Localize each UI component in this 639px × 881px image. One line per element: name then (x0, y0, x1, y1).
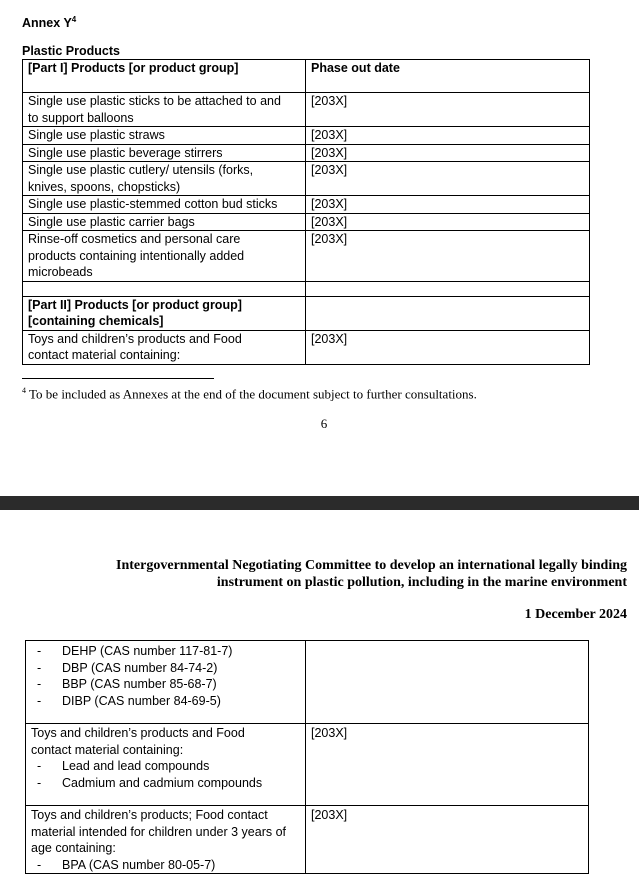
chemical-item (31, 660, 300, 677)
header-date-text: Phase out date (311, 61, 400, 75)
chemical-text: BBP (CAS number 85-68-7) (62, 677, 217, 691)
table-row (23, 213, 590, 231)
date-cell (306, 231, 590, 282)
table-row (26, 806, 589, 874)
bullet-dash: - (37, 693, 42, 708)
product-cell (23, 213, 306, 231)
date-text: [203X] (311, 128, 348, 142)
date-text: [203X] (311, 197, 348, 211)
empty-cell (306, 641, 589, 724)
table-row (23, 162, 590, 196)
product-text: Single use plastic carrier bags (28, 214, 195, 229)
chemicals-cell (26, 641, 306, 724)
chemical-text: BPA (CAS number 80-05-7) (62, 857, 216, 872)
chemical-item (31, 643, 300, 660)
page-number: 6 (320, 416, 328, 431)
header-products-text: [Part I] Products [or product group] (28, 61, 239, 75)
date-text: [203X] (311, 331, 348, 346)
product-text: Toys and children’s products and Food (28, 331, 242, 346)
empty-row (23, 281, 590, 296)
product-cell (23, 330, 306, 364)
empty-cell (23, 281, 306, 296)
part2-header-cell (23, 296, 306, 330)
date-text: [203X] (311, 214, 348, 229)
bullet-dash: - (37, 775, 42, 790)
date-text: [203X] (311, 163, 348, 177)
product-cell (23, 196, 306, 214)
date-cell (306, 330, 590, 364)
date-text: [203X] (311, 726, 348, 740)
date-cell (306, 806, 589, 874)
bullet-dash: - (37, 644, 42, 658)
date-cell (306, 196, 590, 214)
chemical-item (31, 758, 300, 775)
product-text: microbeads (28, 265, 93, 279)
page-header-line: instrument on plastic pollution, including in the marine environment (216, 575, 627, 590)
product-text: Single use plastic sticks to be attached to and (28, 94, 281, 108)
page-header (116, 557, 627, 591)
date-cell (306, 724, 589, 806)
product-cell (23, 93, 306, 127)
product-text: knives, spoons, chopsticks) (28, 179, 181, 194)
product-cell (26, 724, 306, 806)
page-separator (0, 496, 639, 510)
chemical-item (31, 693, 300, 710)
table-row (26, 724, 589, 806)
product-text: contact material containing: (28, 348, 181, 362)
empty-cell (306, 281, 590, 296)
footnote-text: To be included as Annexes at the end of the document subject to further consultations. (29, 386, 477, 402)
date-cell (306, 162, 590, 196)
date-cell (306, 213, 590, 231)
footnote (22, 386, 477, 402)
part2-header-text: [containing chemicals] (28, 314, 164, 328)
bullet-dash: - (37, 677, 42, 691)
table-caption: Plastic Products (22, 44, 120, 58)
chemical-text: Lead and lead compounds (62, 759, 210, 773)
table-row (23, 127, 590, 145)
table-header-row (23, 60, 590, 93)
date-text: [203X] (311, 808, 348, 822)
product-text: contact material containing: (31, 742, 184, 757)
product-cell (23, 144, 306, 162)
product-text: Toys and children’s products; Food contact (31, 808, 268, 822)
chemical-text: DBP (CAS number 84-74-2) (62, 660, 218, 675)
product-text: age containing: (31, 841, 116, 855)
date-cell (306, 93, 590, 127)
footnote-separator (22, 378, 214, 379)
product-cell (23, 162, 306, 196)
table-row (26, 641, 589, 724)
product-text: to support balloons (28, 110, 134, 125)
table-row (23, 93, 590, 127)
product-text: Single use plastic straws (28, 128, 165, 142)
annex-title (22, 12, 76, 32)
date-text: [203X] (311, 94, 348, 108)
product-text: Rinse-off cosmetics and personal care (28, 232, 241, 246)
product-cell (26, 806, 306, 874)
chemicals-table (25, 640, 589, 874)
date-text: [203X] (311, 145, 348, 160)
chemical-text: DIBP (CAS number 84-69-5) (62, 693, 221, 708)
table-row (23, 231, 590, 282)
chemical-text: DEHP (CAS number 117-81-7) (62, 644, 233, 658)
product-text: Single use plastic cutlery/ utensils (forks, (28, 163, 254, 177)
product-cell (23, 231, 306, 282)
product-text: Toys and children’s products and Food (31, 726, 245, 740)
part2-header-text: [Part II] Products [or product group] (28, 297, 242, 312)
bullet-dash: - (37, 857, 42, 872)
empty-cell (306, 296, 590, 330)
header-products (23, 60, 306, 93)
part2-header-row (23, 296, 590, 330)
header-phase-out-date (306, 60, 590, 93)
chemical-item (31, 857, 300, 874)
document-date: 1 December 2024 (524, 607, 627, 622)
footnote-number: 4 (22, 386, 26, 395)
product-text: products containing intentionally added (28, 248, 245, 263)
date-cell (306, 144, 590, 162)
plastic-products-table (22, 59, 590, 365)
product-text: Single use plastic beverage stirrers (28, 145, 223, 160)
table-row (23, 196, 590, 214)
product-text: Single use plastic-stemmed cotton bud sticks (28, 197, 278, 211)
table-row (23, 330, 590, 364)
annex-title-text: Annex Y (22, 16, 72, 31)
product-text: material intended for children under 3 years of (31, 824, 287, 839)
table-row (23, 144, 590, 162)
bullet-dash: - (37, 660, 42, 675)
date-text: [203X] (311, 232, 348, 246)
product-cell (23, 127, 306, 145)
page-header-line: Intergovernmental Negotiating Committee to develop an international legally binding (116, 558, 627, 573)
chemical-item (31, 676, 300, 693)
chemical-text: Cadmium and cadmium compounds (62, 775, 263, 790)
date-cell (306, 127, 590, 145)
chemical-item (31, 775, 300, 792)
bullet-dash: - (37, 759, 42, 773)
annex-footnote-ref: 4 (71, 15, 77, 24)
